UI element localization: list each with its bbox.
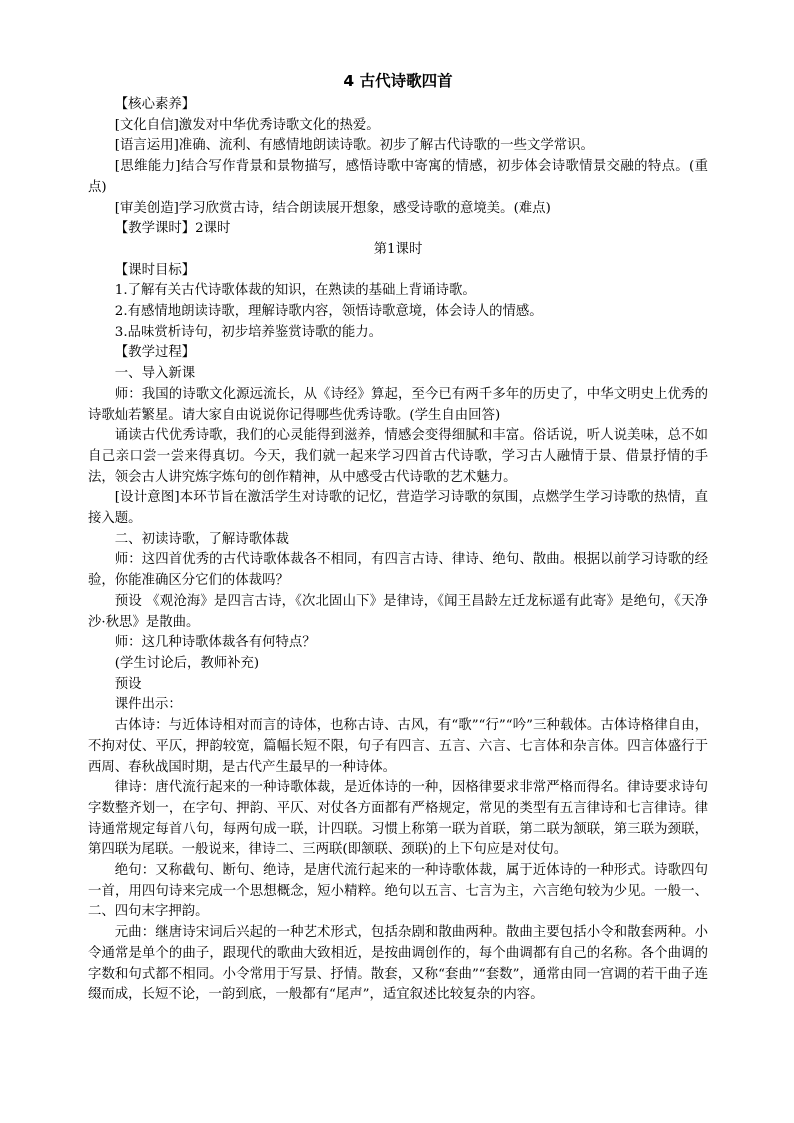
teacher-question-genres: 师：这四首优秀的古代诗歌体裁各不相同，有四言古诗、律诗、绝句、散曲。根据以前学习诗歌的经验，你能准确区分它们的体裁吗？: [88, 552, 708, 589]
courseware-label: 课件出示：: [114, 697, 182, 713]
quatrain-paragraph: 绝句：又称截句、断句、绝诗，是唐代流行起来的一种诗歌体裁，属于近体诗的一种形式。诗歌四句一首，用四句诗来完成一个思想概念，短小精粹。绝句以五言、七言为主，六言绝句较为少见。一般一、二、四句末字押韵。: [88, 863, 708, 920]
heading-core-literacy: 【核心素养】: [114, 97, 196, 112]
lesson-goal-1: 1.了解有关古代诗歌体裁的知识，在熟读的基础上背诵诗歌。: [114, 283, 476, 299]
goal-aesthetic-creation: [审美创造]学习欣赏古诗，结合朗读展开想象，感受诗歌的意境美。(难点): [114, 200, 551, 216]
yuan-qu-paragraph: 元曲：继唐诗宋词后兴起的一种艺术形式，包括杂剧和散曲两种。散曲主要包括小令和散套两种。小令通常是单个的曲子，跟现代的歌曲大致相近，是按曲调创作的，每个曲调都有自己的名称。各个曲调的字数和句式都不相同。小令常用于写景、抒情。散套，又称“套曲”“套数”，通常由同一宫调的若干曲子连缀而成，长短不论，一韵到底，一般都有“尾声”，适宜叙述比较复杂的内容。: [88, 925, 708, 1003]
goal-thinking-ability: [思维能力]结合写作背景和景物描写，感悟诗歌中寄寓的情感，初步体会诗歌情景交融的特点。(重点): [88, 159, 708, 195]
section-introduction: 一、导入新课: [114, 366, 196, 382]
heading-teaching-process: 【教学过程】: [114, 345, 196, 361]
ancient-style-poetry-paragraph: 古体诗：与近体诗相对而言的诗体，也称古诗、古风，有“歌”“行”“吟”三种载体。古体诗格律自由，不拘对仗、平仄，押韵较宽，篇幅长短不限，句子有四言、五言、六言、七言体和杂言体。四言体盛行于西周、春秋战国时期，是古代产生最早的一种诗体。: [88, 718, 708, 775]
student-discussion-note: (学生讨论后，教师补充): [114, 655, 260, 671]
preset-label: 预设: [114, 676, 142, 692]
teacher-question-features: 师：这几种诗歌体裁各有何特点？: [114, 635, 316, 651]
heading-lesson-goals: 【课时目标】: [114, 262, 196, 278]
lesson-goal-3: 3.品味赏析诗句，初步培养鉴赏诗歌的能力。: [114, 324, 382, 340]
design-intent-paragraph: [设计意图]本环节旨在激活学生对诗歌的记忆，营造学习诗歌的氛围，点燃学生学习诗歌的热情，直接入题。: [88, 490, 708, 527]
regulated-verse-paragraph: 律诗：唐代流行起来的一种诗歌体裁，是近体诗的一种，因格律要求非常严格而得名。律诗要求诗句字数整齐划一，在字句、押韵、平仄、对仗各方面都有严格规定，常见的类型有五言律诗和七言律诗。律诗通常规定每首八句，每两句成一联，计四联。习惯上称第一联为首联，第二联为颔联，第三联为颈联，第四联为尾联。一般说来，律诗二、三两联(即颔联、颈联)的上下句应是对仗句。: [88, 780, 708, 858]
goal-language-use: [语言运用]准确、流利、有感情地朗读诗歌。初步了解古代诗歌的一些文学常识。: [114, 138, 594, 154]
lesson-one-heading: 第1课时: [373, 241, 423, 257]
document-title: 4 古代诗歌四首: [343, 72, 453, 90]
preset-answer-genres: 预设 《观沧海》是四言古诗，《次北固山下》是律诗，《闻王昌龄左迁龙标遥有此寄》是绝句，《天净沙·秋思》是散曲。: [88, 593, 708, 630]
teacher-intro-paragraph: 师：我国的诗歌文化源远流长，从《诗经》算起，至今已有两千多年的历史了，中华文明史上优秀的诗歌灿若繁星。请大家自由说说你记得哪些优秀诗歌。(学生自由回答): [88, 386, 708, 423]
section-first-reading: 二、初读诗歌，了解诗歌体裁: [114, 531, 289, 547]
goal-cultural-confidence: [文化自信]激发对中华优秀诗歌文化的热爱。: [114, 117, 380, 133]
lesson-goal-2: 2.有感情地朗读诗歌，理解诗歌内容，领悟诗歌意境，体会诗人的情感。: [114, 304, 543, 320]
teaching-hours: 【教学课时】2课时: [114, 221, 231, 237]
document-page: [88, 70, 708, 1006]
recitation-paragraph: 诵读古代优秀诗歌，我们的心灵能得到滋养，情感会变得细腻和丰富。俗话说，听人说美味，总不如自己亲口尝一尝来得真切。今天，我们就一起来学习四首古代诗歌，学习古人融情于景、借景抒情的手法，领会古人讲究炼字炼句的创作精神，从中感受古代诗歌的艺术魅力。: [88, 428, 708, 485]
